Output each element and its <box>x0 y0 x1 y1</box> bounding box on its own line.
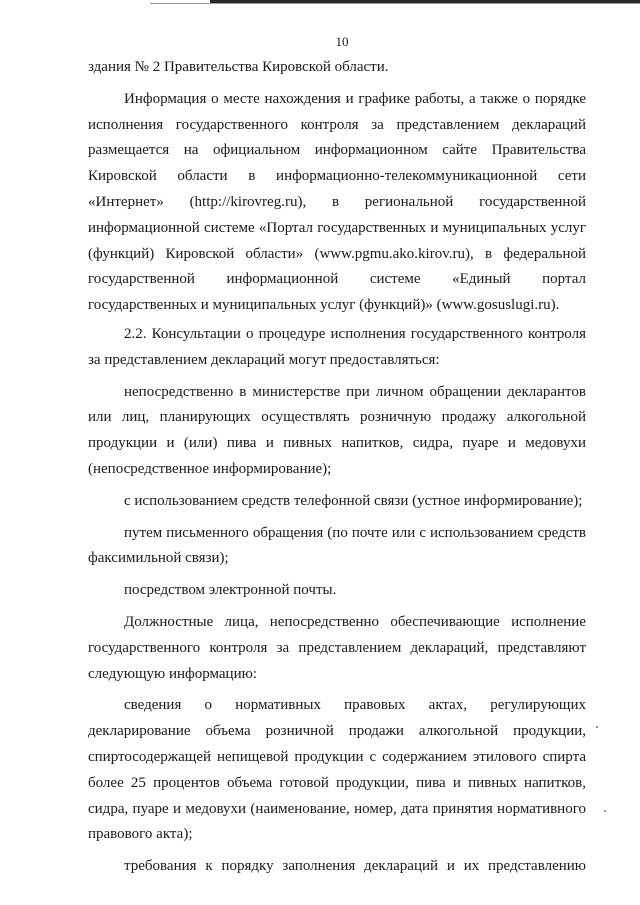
text-line: посредством электронной почты. <box>124 582 337 599</box>
text-line: факсимильной связи); <box>88 550 229 567</box>
text-line: (функций) Кировской области» (www.pgmu.ako.kirov.ru), в федеральной <box>88 245 586 262</box>
text-line: требования к порядку заполнения деклараций и их представлению <box>124 858 586 875</box>
page-number: 10 <box>335 34 349 49</box>
text-line: с использованием средств телефонной связи (устное информирование); <box>124 492 583 509</box>
text-line: следующую информацию: <box>88 665 257 682</box>
text-line: Должностные лица, непосредственно обеспечивающие исполнение <box>124 613 586 630</box>
text-line: Информация о месте нахождения и графике работы, а также о порядке <box>124 90 586 107</box>
text-line: размещается на официальном информационном сайте Правительства <box>88 142 586 159</box>
text-line: информационной системе «Портал государственных и муниципальных услуг <box>88 219 586 236</box>
text-line: спиртосодержащей непищевой продукции с содержанием этилового спирта <box>88 748 586 765</box>
scan-speck <box>596 726 598 728</box>
text-line: декларирование объема розничной продажи алкогольной продукции, <box>88 723 586 740</box>
text-line: путем письменного обращения (по почте или с использованием средств <box>124 524 586 541</box>
text-line: государственной информационной системе «Единый портал <box>88 271 586 288</box>
text-line: здания № 2 Правительства Кировской области. <box>88 59 389 75</box>
text-line: государственных и муниципальных услуг (функций)» (www.gosuslugi.ru). <box>88 297 560 314</box>
text-line: (непосредственное информирование); <box>88 460 332 477</box>
text-line: государственного контроля за представлением деклараций, представляют <box>88 639 586 656</box>
text-line: «Интернет» (http://kirovreg.ru), в региональной государственной <box>88 193 586 210</box>
document-body <box>88 55 586 880</box>
scan-speck <box>604 810 606 812</box>
text-line: сведения о нормативных правовых актах, регулирующих <box>124 697 586 714</box>
text-line: непосредственно в министерстве при личном обращении декларантов <box>124 383 586 400</box>
text-line: 2.2. Консультации о процедуре исполнения государственного контроля <box>124 325 586 342</box>
text-line: исполнения государственного контроля за представлением деклараций <box>88 116 586 133</box>
text-line: или лиц, планирующих осуществлять розничную продажу алкогольной <box>88 409 586 426</box>
text-line: продукции и (или) пива и пивных напитков, сидра, пуаре и медовухи <box>88 435 586 452</box>
text-line: за представлением деклараций могут предоставляться: <box>88 351 440 368</box>
text-line: сидра, пуаре и медовухи (наименование, номер, дата принятия нормативного <box>88 800 586 817</box>
text-line: Кировской области в информационно-телекоммуникационной сети <box>88 168 586 185</box>
scan-edge-line <box>150 3 640 4</box>
text-line: правового акта); <box>88 826 193 843</box>
text-line: более 25 процентов объема готовой продукции, пива и пивных напитков, <box>88 774 586 791</box>
